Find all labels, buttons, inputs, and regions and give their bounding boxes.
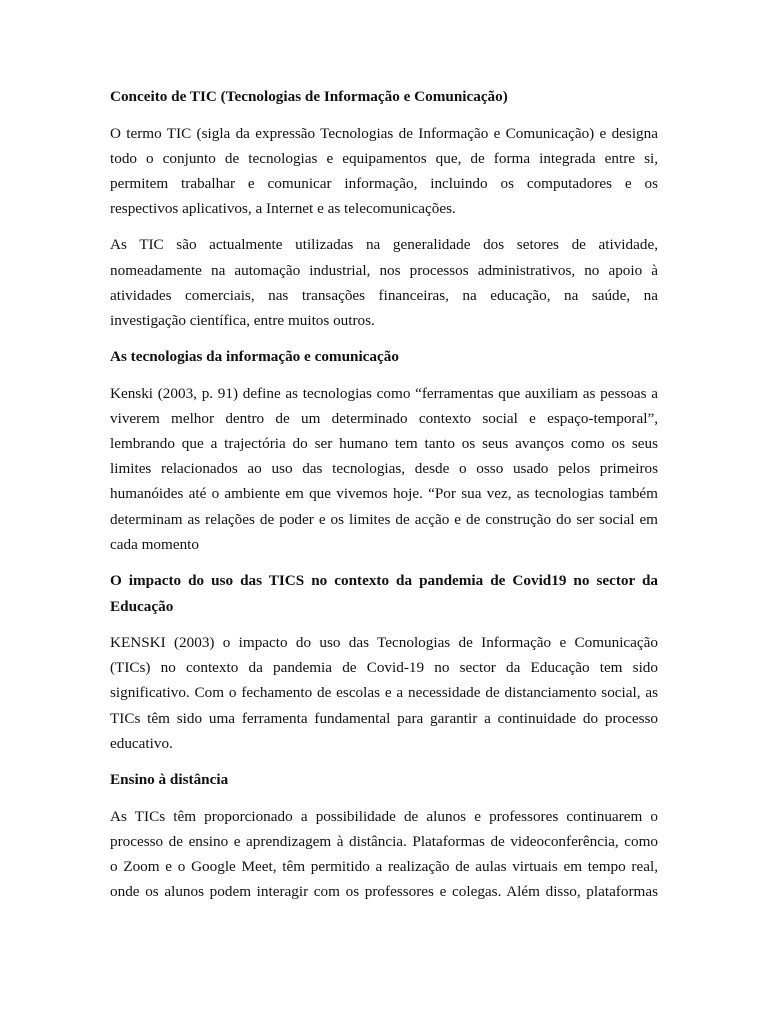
paragraph: Kenski (2003, p. 91) define as tecnologias como “ferramentas que auxiliam as pessoas a viverem melhor dentro de um determinado contexto social e espaço-temporal”, lembrando que a trajectória do ser humano tem tanto os seus avanços como os seus limites relacionados ao uso das tecnologias, desde o osso usado pelos primeiros humanóides até o ambiente em que vivemos hoje. “Por sua vez, as tecnologias também determinam as relações de poder e os limites de acção e de construção do ser social em cada momento xyxy=(110,384,658,553)
paragraph: As TIC são actualmente utilizadas na generalidade dos setores de atividade, nomeadamente na automação industrial, nos processos administrativos, no apoio à atividades comerciais, nas transações financeiras, na educação, na saúde, na investigação científica, entre muitos outros. xyxy=(110,236,658,329)
section-heading: O impacto do uso das TICS no contexto da pandemia de Covid19 no sector da Educação xyxy=(110,572,658,615)
paragraph: As TICs têm proporcionado a possibilidade de alunos e professores continuarem o processo de ensino e aprendizagem à distância. Plataformas de videoconferência, como o Zoom e o Google Meet, têm permitido a realização de aulas virtuais em tempo real, onde os alunos podem interagir com os professores e colegas. Além disso, plataformas xyxy=(110,807,658,901)
section-tecnologias-informacao xyxy=(110,344,658,557)
section-heading: Conceito de TIC (Tecnologias de Informação e Comunicação) xyxy=(110,88,508,105)
paragraph: KENSKI (2003) o impacto do uso das Tecnologias de Informação e Comunicação (TICs) no contexto da pandemia de Covid-19 no sector da Educação tem sido significativo. Com o fechamento de escolas e a necessidade de distanciamento social, as TICs têm sido uma ferramenta fundamental para garantir a continuidade do processo educativo. xyxy=(110,634,658,752)
paragraph: O termo TIC (sigla da expressão Tecnologias de Informação e Comunicação) e designa todo o conjunto de tecnologias e equipamentos que, de forma integrada entre si, permitem trabalhar e comunicar informação, incluindo os computadores e os respectivos aplicativos, a Internet e as telecomunicações. xyxy=(110,124,658,218)
section-impacto-tics-covid xyxy=(110,568,658,756)
section-ensino-distancia xyxy=(110,767,658,904)
section-heading: As tecnologias da informação e comunicação xyxy=(110,348,399,366)
section-conceito-tic xyxy=(110,84,658,333)
section-heading: Ensino à distância xyxy=(110,771,229,789)
